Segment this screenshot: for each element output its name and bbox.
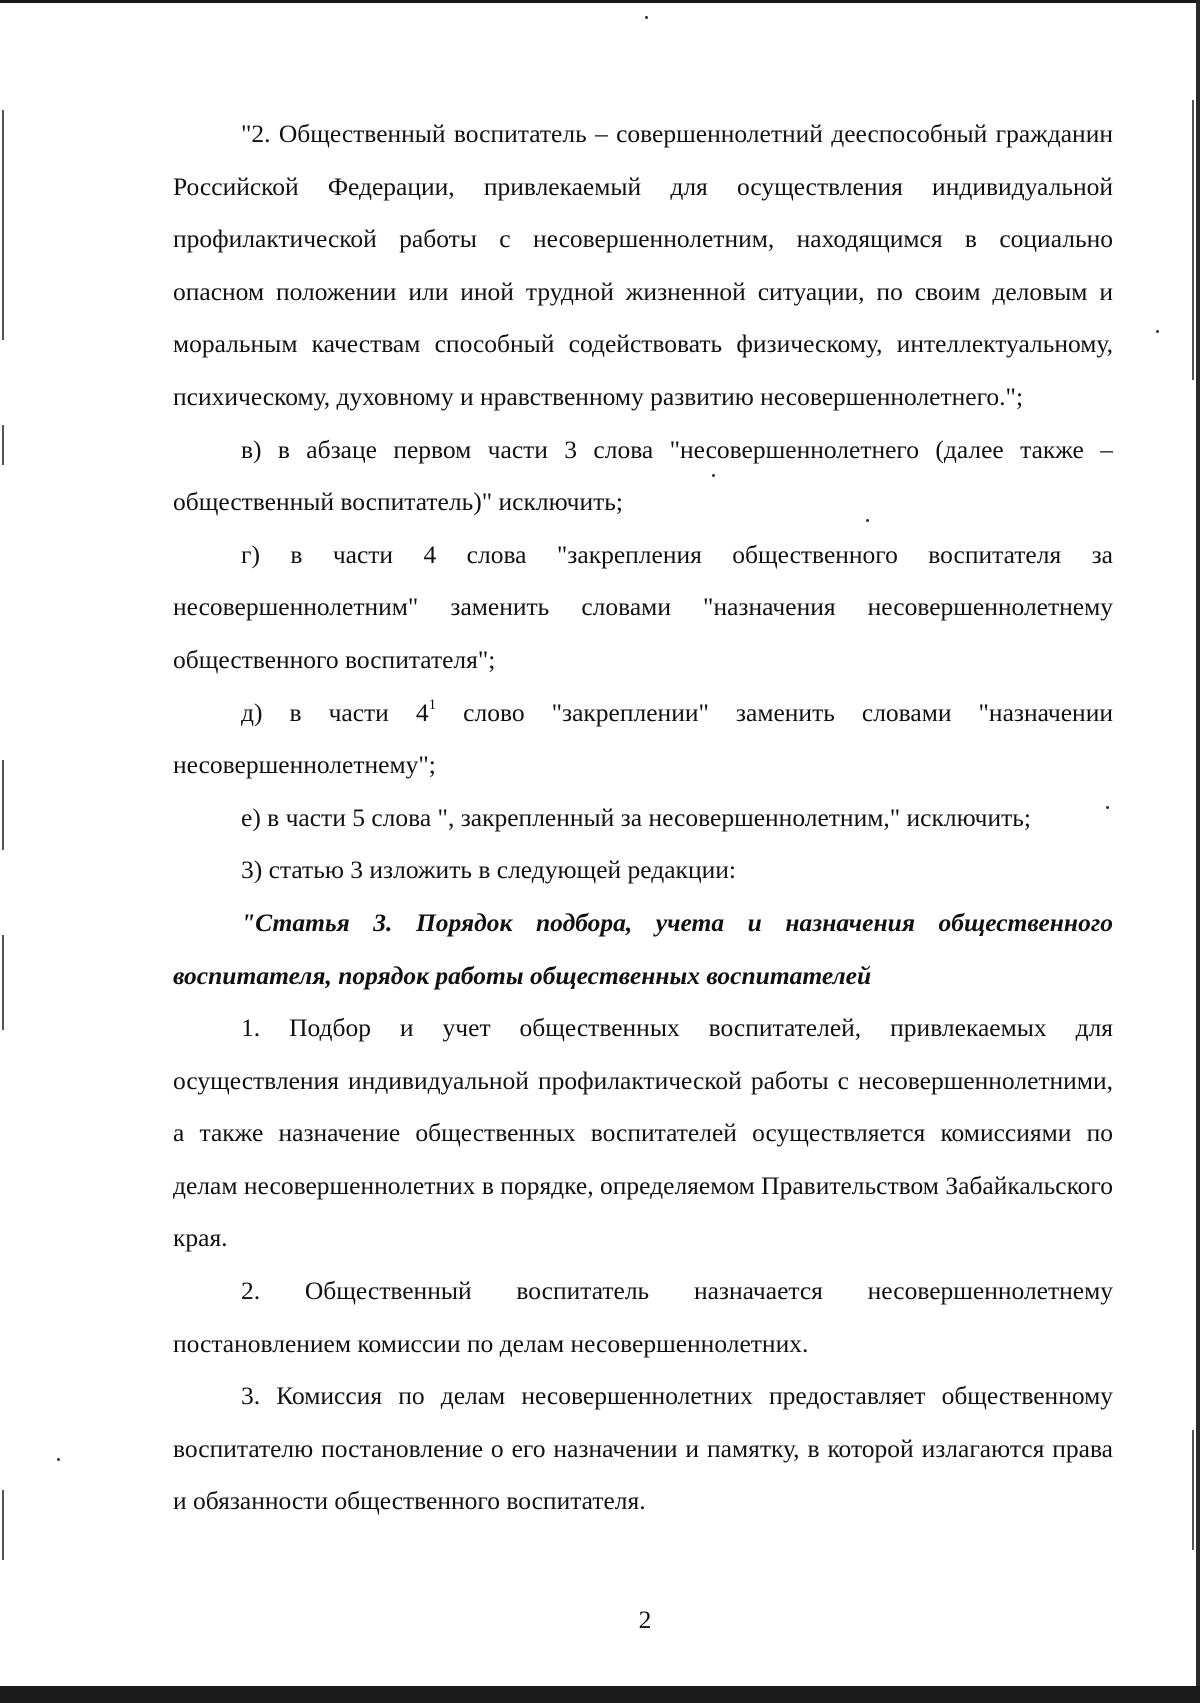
scan-margin-mark: [2, 110, 4, 340]
definition-paragraph: "2. Общественный воспитатель – совершеннолетний дееспособный гражданин Российской Федерации, привлекаемый для осуществления индивидуальной профилактической работы с несовершеннолетним, находящимся в социально опасном положении или иной трудной жизненной ситуации, по своим деловым и моральным качествам способный содействовать физическому, интеллектуальному, психическому, духовному и нравственному развитию несовершеннолетнего.";: [173, 119, 1113, 411]
scan-border-bottom: [0, 1686, 1200, 1703]
superscript-marker: 1: [428, 697, 437, 714]
scan-margin-mark: [2, 760, 4, 850]
scan-border-right: [1196, 0, 1200, 1703]
amendment-g-paragraph: г) в части 4 слова "закрепления общественного воспитателя за несовершеннолетним" заменить словами "назначения несовершеннолетнему общественного воспитателя";: [173, 539, 1113, 674]
scan-margin-mark: [1192, 1430, 1194, 1550]
article-heading: "Статья 3. Порядок подбора, учета и назначения общественного воспитателя, порядок работы общественных воспитателей: [173, 907, 1113, 990]
scan-margin-mark: [1192, 100, 1194, 380]
scan-margin-mark: [2, 935, 4, 1030]
article-point-2: 2. Общественный воспитатель назначается несовершеннолетнему постановлением комиссии по делам несовершеннолетних.: [173, 1276, 1113, 1358]
amendment-e-paragraph: е) в части 5 слова ", закрепленный за несовершеннолетним," исключить;: [241, 802, 1032, 832]
scan-speck: [1156, 330, 1159, 333]
scan-margin-mark: [2, 425, 4, 465]
scan-speck: [645, 16, 648, 19]
amendment-v-paragraph: в) в абзаце первом части 3 слова "несовершеннолетнего (далее также – общественный воспитатель)" исключить;: [173, 434, 1113, 517]
article-point-3: 3. Комиссия по делам несовершеннолетних предоставляет общественному воспитателю постановление о его назначении и памятку, в которой излагаются права и обязанности общественного воспитателя.: [173, 1381, 1113, 1516]
amendment-d-text-start: д) в части 4: [241, 697, 429, 727]
amendment-3-paragraph: 3) статью 3 изложить в следующей редакции:: [241, 855, 736, 885]
scan-margin-mark: [2, 1490, 4, 1560]
scan-border-top: [0, 0, 1200, 3]
amendment-d-paragraph: [173, 687, 1113, 792]
article-point-1: 1. Подбор и учет общественных воспитателей, привлекаемых для осуществления индивидуальной профилактической работы с несовершеннолетними, а также назначение общественных воспитателей осуществляется комиссиями по делам несовершеннолетних в порядке, определяемом Правительством Забайкальского края.: [173, 1013, 1113, 1253]
amendment-d-text-end: слово "закреплении" заменить словами "назначении несовершеннолетнему";: [173, 697, 1113, 780]
document-body: [173, 108, 1113, 1528]
page-number: 2: [638, 1605, 652, 1634]
scan-speck: [57, 1458, 60, 1461]
